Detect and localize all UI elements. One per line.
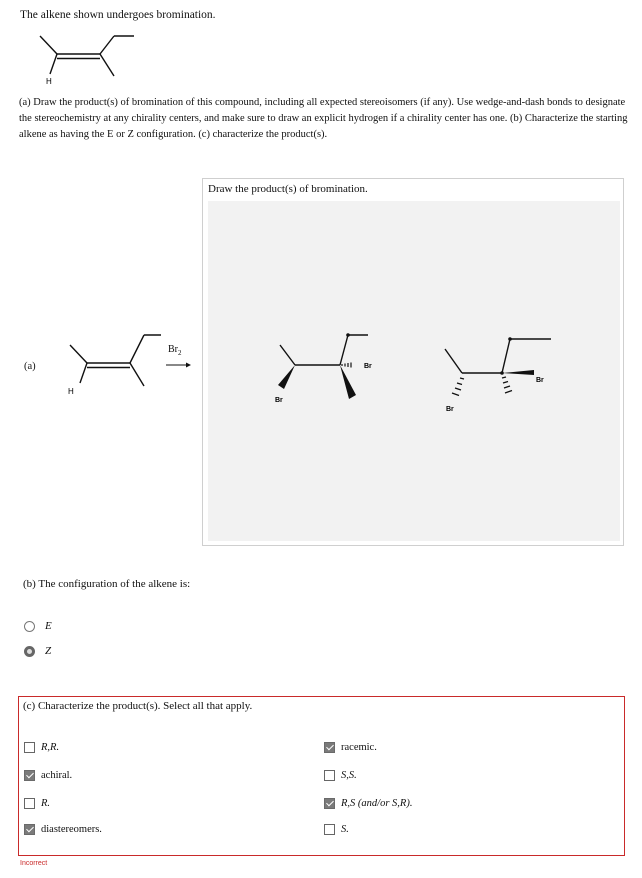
checkbox-option-achiral[interactable]	[24, 770, 72, 781]
alkene-structure-a	[58, 328, 163, 398]
product-structure-2[interactable]	[440, 325, 555, 420]
checkbox-label: R,S (and/or S,R).	[341, 798, 413, 809]
dash-bond	[452, 378, 464, 396]
checkbox-option-r[interactable]	[24, 798, 50, 809]
wedge-bond	[502, 370, 534, 375]
checkbox-label: racemic.	[341, 742, 377, 753]
reagent-label	[168, 344, 182, 357]
atom-h-label: H	[46, 77, 52, 86]
atom-br-label: Br	[364, 363, 372, 370]
checkbox-option-rs[interactable]	[324, 798, 412, 809]
radio-option-e[interactable]	[24, 620, 52, 632]
atom-br-label: Br	[275, 397, 283, 404]
intro-text: The alkene shown undergoes bromination.	[20, 9, 216, 21]
atom-br-label: Br	[446, 406, 454, 413]
checkbox[interactable]	[324, 770, 335, 781]
wedge-bond	[340, 365, 356, 399]
checkbox-option-racemic[interactable]	[324, 742, 377, 753]
checkbox-option-diastereomers[interactable]	[24, 824, 102, 835]
checkbox[interactable]	[324, 798, 335, 809]
radio-label: E	[45, 620, 52, 632]
part-b-label: (b) The configuration of the alkene is:	[23, 578, 191, 590]
checkbox-label: achiral.	[41, 770, 73, 781]
checkbox[interactable]	[24, 770, 35, 781]
status-message: Incorrect	[20, 860, 48, 867]
radio-button[interactable]	[24, 621, 35, 632]
checkbox[interactable]	[324, 824, 335, 835]
radio-option-z[interactable]	[24, 645, 51, 657]
checkbox-label: S,S.	[341, 770, 357, 781]
radio-button[interactable]	[24, 646, 35, 657]
part-a-label: (a)	[24, 361, 36, 372]
dash-bond	[502, 377, 512, 393]
checkbox[interactable]	[24, 742, 35, 753]
question-text: (a) Draw the product(s) of bromination of this compound, including all expected stereoisomers (if any). Use wedge-and-dash bonds to designate the stereochemistry at any chirality centers, and make sure to draw an explicit hydrogen if a chirality center has one. (b) Characterize the starting alkene as having the E or Z configuration. (c) characterize the product(s).	[19, 97, 628, 140]
checkbox-label: diastereomers.	[41, 824, 102, 835]
part-c-section	[18, 696, 625, 856]
alkene-structure-top	[30, 28, 140, 88]
checkbox-label: S.	[341, 824, 349, 835]
checkbox-option-ss[interactable]	[324, 770, 357, 781]
radio-label: Z	[45, 645, 52, 657]
reaction-arrow-icon	[166, 361, 192, 369]
checkbox-label: R,R.	[41, 742, 60, 753]
checkbox-label: R.	[41, 798, 51, 809]
part-c-label: (c) Characterize the product(s). Select all that apply.	[23, 700, 253, 712]
checkbox[interactable]	[324, 742, 335, 753]
reagent-subscript: 2	[178, 349, 182, 357]
checkbox[interactable]	[24, 798, 35, 809]
checkbox[interactable]	[24, 824, 35, 835]
dash-bond	[342, 363, 351, 368]
wedge-bond	[278, 365, 295, 389]
drawing-panel-title: Draw the product(s) of bromination.	[208, 183, 368, 195]
checkbox-option-rr[interactable]	[24, 742, 59, 753]
checkbox-option-s[interactable]	[324, 824, 349, 835]
atom-h-label: H	[68, 387, 74, 396]
reagent-main: Br	[168, 344, 178, 355]
atom-br-label: Br	[536, 377, 544, 384]
product-structure-1[interactable]	[270, 325, 385, 410]
